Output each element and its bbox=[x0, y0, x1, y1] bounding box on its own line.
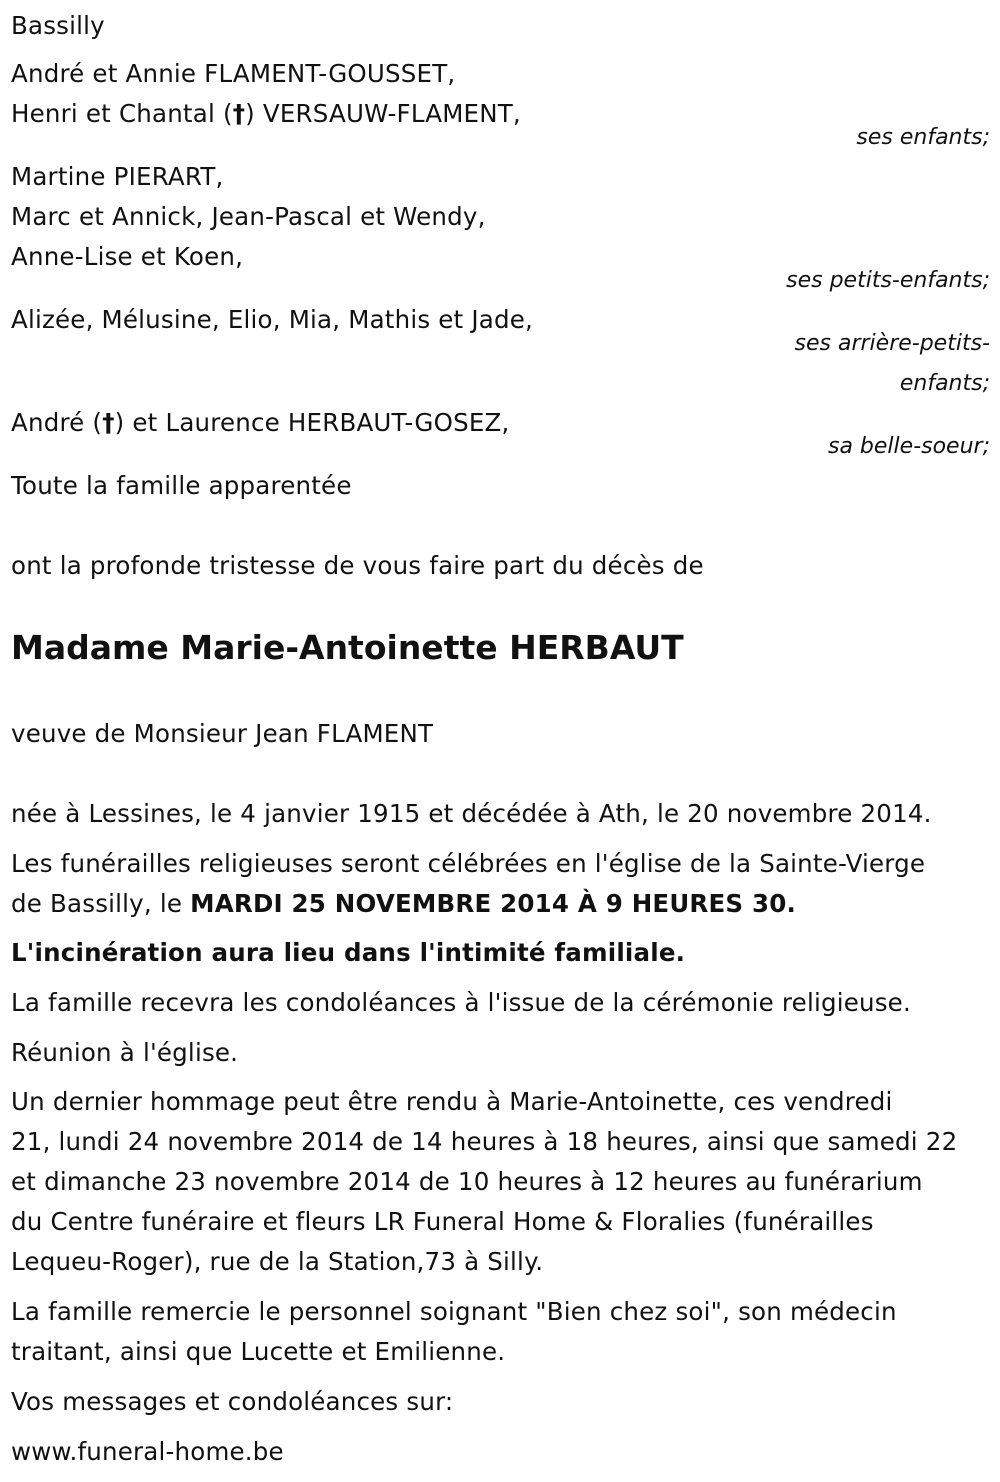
announcement: ont la profonde tristesse de vous faire part du décès de bbox=[11, 551, 704, 580]
thanks-line-2: traitant, ainsi que Lucette et Emilienne. bbox=[11, 1337, 506, 1366]
homage-line-3: et dimanche 23 novembre 2014 de 10 heures à 12 heures au funérarium bbox=[11, 1167, 923, 1196]
condolences-info: La famille recevra les condoléances à l'issue de la cérémonie religieuse. bbox=[11, 988, 911, 1017]
great-grandchildren-role-2: enfants; bbox=[899, 371, 990, 396]
grandchildren-line-3: Anne-Lise et Koen, bbox=[11, 242, 244, 271]
family-line: Toute la famille apparentée bbox=[11, 471, 352, 500]
homage-line-4: du Centre funéraire et fleurs LR Funeral Home & Floralies (funérailles bbox=[11, 1207, 874, 1236]
homage-line-1: Un dernier hommage peut être rendu à Marie-Antoinette, ces vendredi bbox=[11, 1087, 893, 1116]
cross-icon: † bbox=[232, 99, 246, 128]
grandchildren-line-2: Marc et Annick, Jean-Pascal et Wendy, bbox=[11, 202, 486, 231]
sister-in-law-line: André (†) et Laurence HERBAUT-GOSEZ, bbox=[11, 408, 510, 437]
incineration: L'incinération aura lieu dans l'intimité familiale. bbox=[11, 938, 686, 967]
reunion: Réunion à l'église. bbox=[11, 1038, 239, 1067]
funeral-line-2: de Bassilly, le MARDI 25 NOVEMBRE 2014 À 9 HEURES 30. bbox=[11, 889, 797, 918]
grandchildren-line-1: Martine PIERART, bbox=[11, 162, 224, 191]
cross-icon: † bbox=[102, 408, 115, 437]
children-line-1: André et Annie FLAMENT-GOUSSET, bbox=[11, 59, 456, 88]
grandchildren-role: ses petits-enfants; bbox=[786, 268, 990, 293]
great-grandchildren-line: Alizée, Mélusine, Elio, Mia, Mathis et Jade, bbox=[11, 305, 534, 334]
thanks-line-1: La famille remercie le personnel soignant "Bien chez soi", son médecin bbox=[11, 1297, 897, 1326]
location: Bassilly bbox=[11, 11, 105, 40]
funeral-date: MARDI 25 NOVEMBRE 2014 À 9 HEURES 30. bbox=[190, 889, 797, 918]
children-line-2: Henri et Chantal (†) VERSAUW-FLAMENT, bbox=[11, 99, 521, 128]
funeral-line-1: Les funérailles religieuses seront célébrées en l'église de la Sainte-Vierge bbox=[11, 849, 926, 878]
deceased-name: Madame Marie-Antoinette HERBAUT bbox=[11, 628, 684, 667]
sister-in-law-role: sa belle-soeur; bbox=[828, 434, 990, 459]
birth-death: née à Lessines, le 4 janvier 1915 et décédée à Ath, le 20 novembre 2014. bbox=[11, 799, 932, 828]
widow-of: veuve de Monsieur Jean FLAMENT bbox=[11, 719, 434, 748]
homage-line-5: Lequeu-Roger), rue de la Station,73 à Silly. bbox=[11, 1247, 544, 1276]
website-link[interactable]: www.funeral-home.be bbox=[11, 1437, 284, 1466]
messages-label: Vos messages et condoléances sur: bbox=[11, 1387, 454, 1416]
children-role: ses enfants; bbox=[856, 125, 990, 150]
great-grandchildren-role-1: ses arrière-petits- bbox=[794, 331, 990, 356]
homage-line-2: 21, lundi 24 novembre 2014 de 14 heures à 18 heures, ainsi que samedi 22 bbox=[11, 1127, 958, 1156]
